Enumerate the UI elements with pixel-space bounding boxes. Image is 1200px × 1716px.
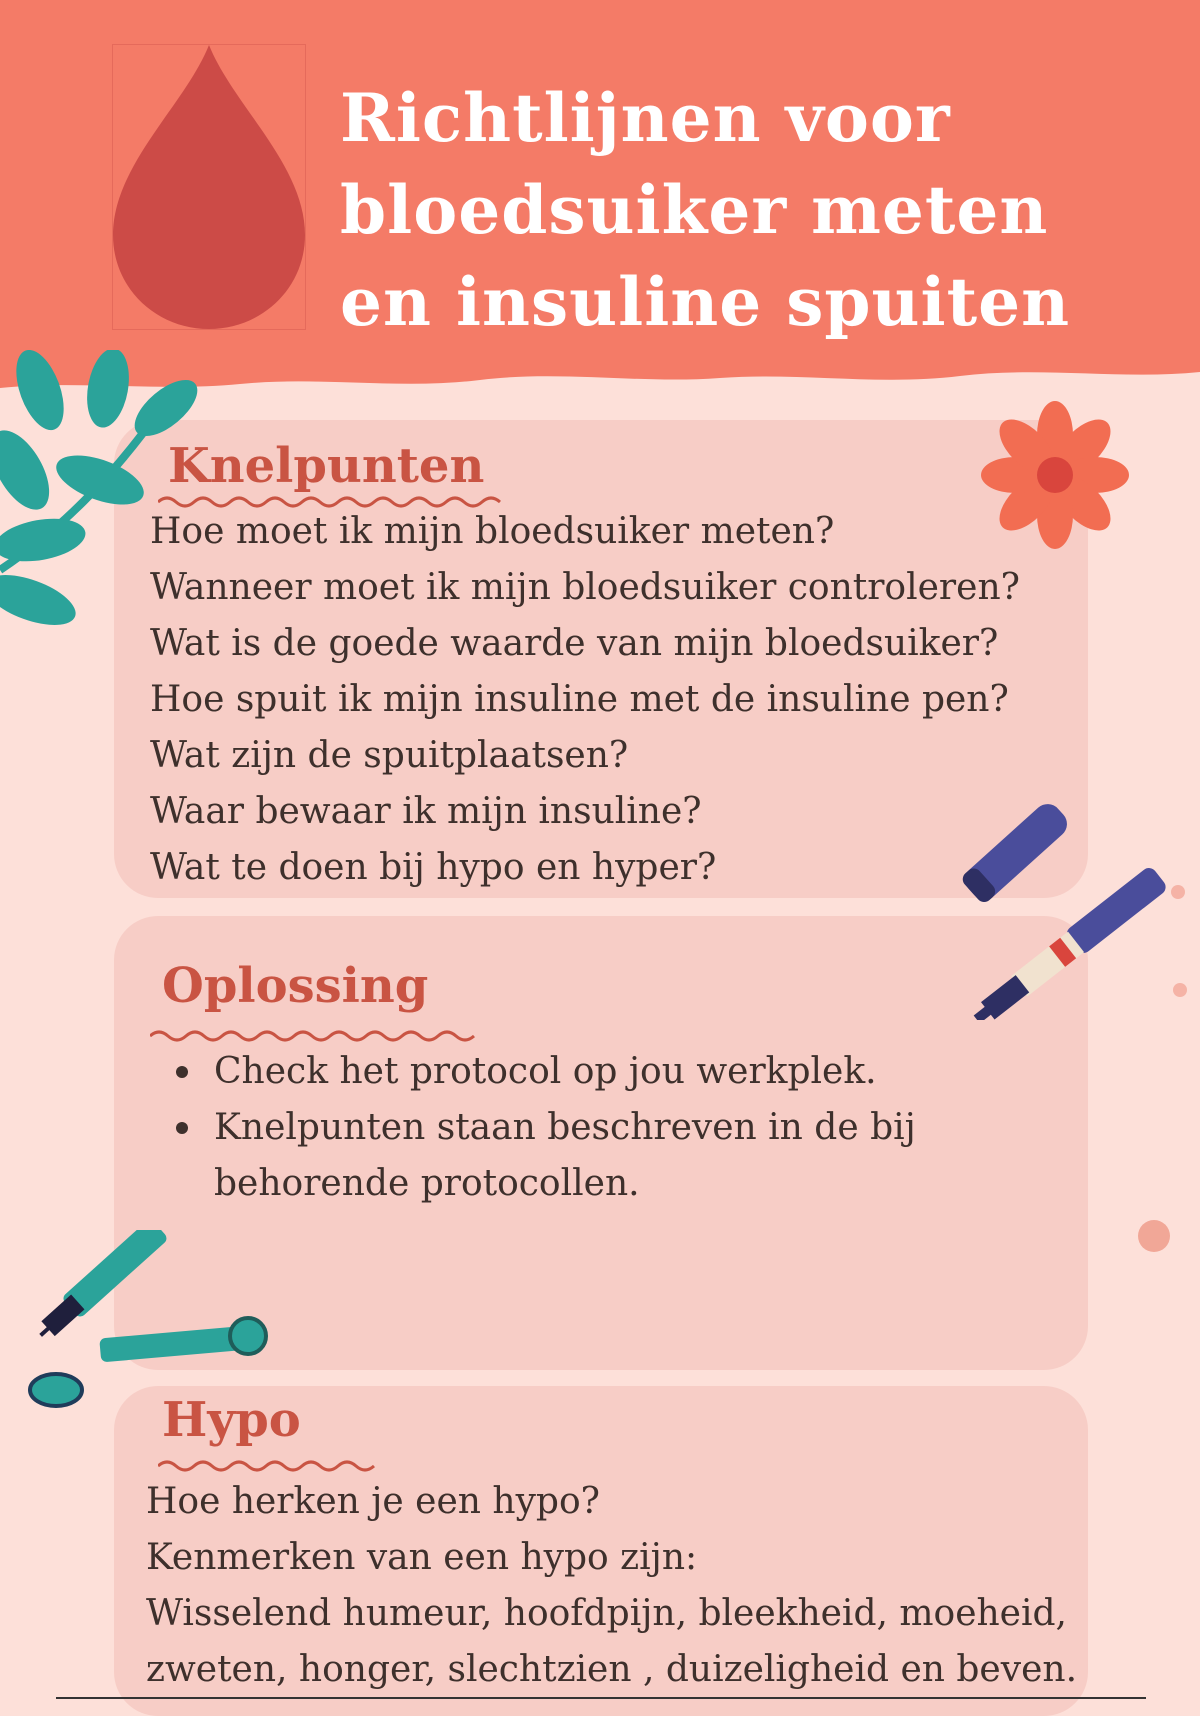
hypo-squiggle <box>158 1458 384 1474</box>
list-item: Wat te doen bij hypo en hyper? <box>150 847 717 888</box>
lancet-icon <box>24 1230 284 1410</box>
bottom-divider <box>56 1697 1146 1699</box>
hypo-line: zweten, honger, slechtzien , duizeligheid en beven. <box>146 1649 1078 1690</box>
hypo-line: Kenmerken van een hypo zijn: <box>146 1537 698 1578</box>
hypo-text <box>146 1474 1077 1698</box>
knelpunten-list <box>150 504 1020 896</box>
list-item <box>214 1100 974 1212</box>
bullet-icon <box>176 1122 188 1134</box>
title-line-2: bloedsuiker meten <box>340 171 1049 249</box>
oplossing-squiggle <box>150 1028 480 1044</box>
list-item: Wat is de goede waarde van mijn bloedsuiker? <box>150 623 999 664</box>
page-title <box>340 72 1070 348</box>
oplossing-heading: Oplossing <box>162 958 429 1014</box>
hypo-line: Wisselend humeur, hoofdpijn, bleekheid, moeheid, <box>146 1593 1067 1634</box>
decorative-dot <box>1136 1218 1172 1254</box>
oplossing-list <box>214 1044 974 1212</box>
hypo-heading: Hypo <box>162 1392 301 1448</box>
title-line-1: Richtlijnen voor <box>340 79 951 157</box>
bullet-icon <box>176 1066 188 1078</box>
list-item <box>214 1044 974 1100</box>
blood-drop-icon <box>112 44 306 330</box>
knelpunten-heading: Knelpunten <box>168 438 485 494</box>
list-item: Waar bewaar ik mijn insuline? <box>150 791 702 832</box>
list-item: Hoe moet ik mijn bloedsuiker meten? <box>150 511 835 552</box>
list-item: Wanneer moet ik mijn bloedsuiker controleren? <box>150 567 1020 608</box>
list-item-text: Check het protocol op jou werkplek. <box>214 1051 877 1092</box>
title-line-3: en insuline spuiten <box>340 263 1071 341</box>
hypo-line: Hoe herken je een hypo? <box>146 1481 600 1522</box>
list-item: Wat zijn de spuitplaatsen? <box>150 735 629 776</box>
list-item: Hoe spuit ik mijn insuline met de insuline pen? <box>150 679 1009 720</box>
list-item-text: Knelpunten staan beschreven in de bij behorende protocollen. <box>214 1107 916 1204</box>
